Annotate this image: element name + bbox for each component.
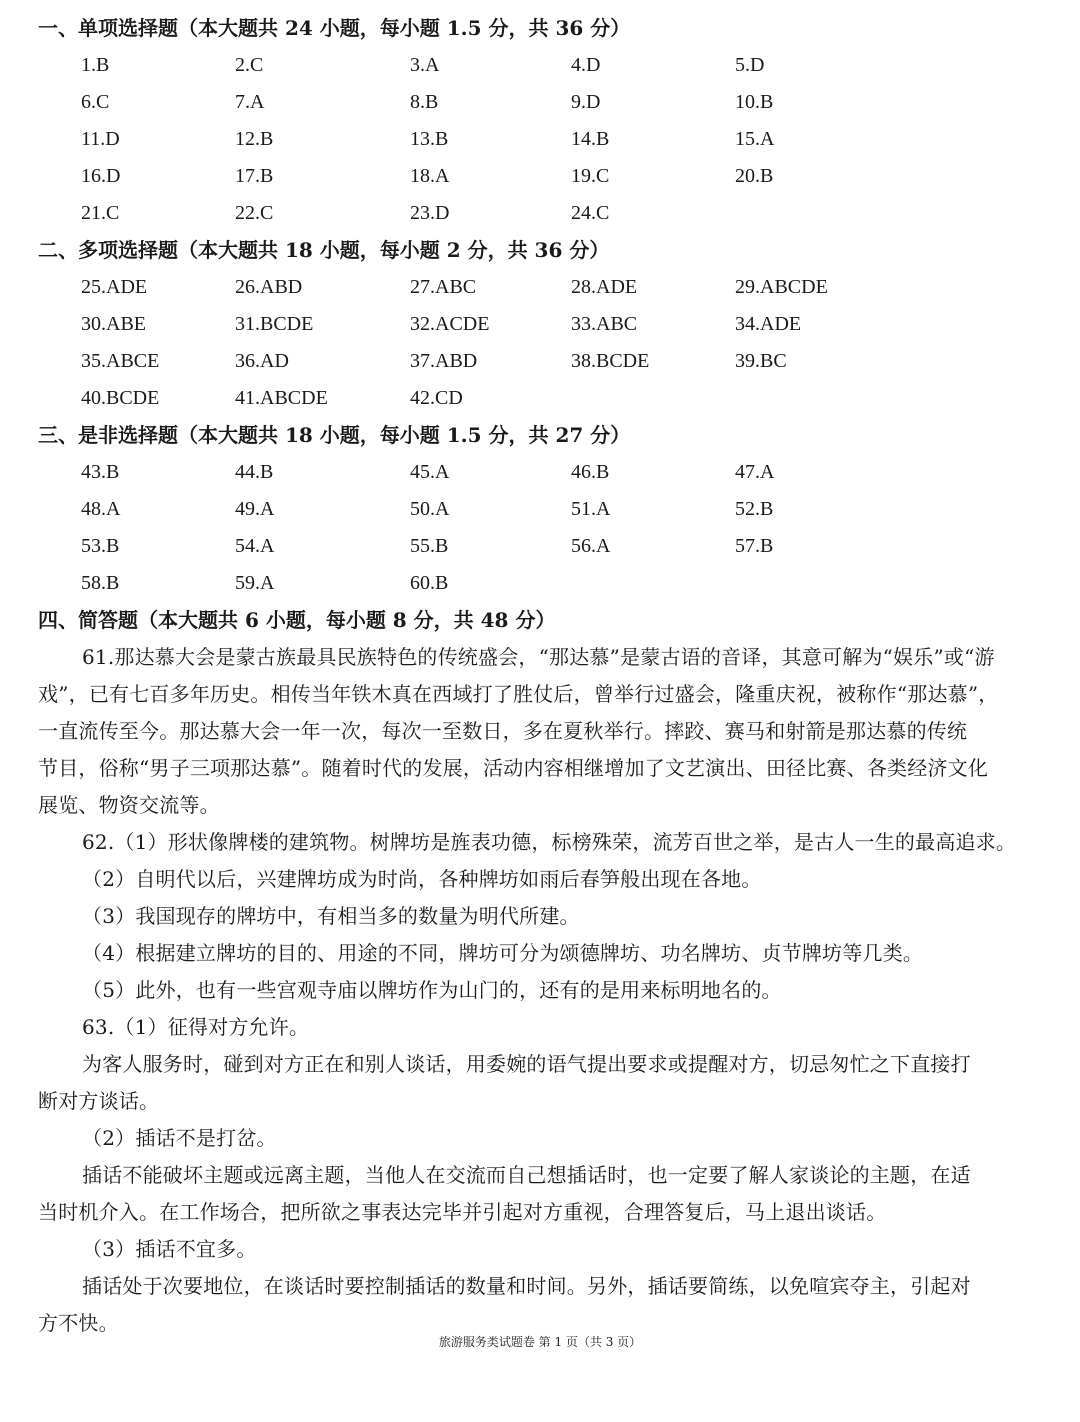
page-footer: 旅游服务类试题卷 第 1 页（共 3 页） [438,1335,642,1349]
q63-line: 为客人服务时，碰到对方正在和别人谈话，用委婉的语气提出要求或提醒对方，切忌匆忙之下直接打 [82,1052,971,1076]
answer-item: 13.B [410,128,449,150]
answer-item: 40.BCDE [81,387,160,409]
answer-item: 1.B [81,54,110,76]
answer-item: 39.BC [735,350,787,372]
answer-item: 23.D [410,202,450,224]
answer-item: 28.ADE [571,276,638,298]
answer-item: 26.ABD [235,276,303,298]
answer-row [0,454,1080,490]
q63-line: 方不快。 [38,1311,119,1335]
answer-row [0,84,1080,120]
answer-item: 16.D [81,165,121,187]
answer-row [0,47,1080,83]
answer-item: 2.C [235,54,264,76]
answer-item: 19.C [571,165,610,187]
answer-row [0,565,1080,601]
answer-item: 6.C [81,91,110,113]
answer-item: 44.B [235,461,274,483]
answer-item: 41.ABCDE [235,387,328,409]
answer-item: 59.A [235,572,275,594]
answer-item: 33.ABC [571,313,638,335]
q63-line: （3）插话不宜多。 [82,1237,257,1261]
q62-line: （5）此外，也有一些宫观寺庙以牌坊作为山门的，还有的是用来标明地名的。 [82,978,782,1002]
answer-item: 7.A [235,91,265,113]
answer-row [0,121,1080,157]
answer-item: 24.C [571,202,610,224]
q61-line: 61.那达慕大会是蒙古族最具民族特色的传统盛会，“那达慕”是蒙古语的音译，其意可解为“娱乐”或“游 [82,645,995,669]
q61-line: 一直流传至今。那达慕大会一年一次，每次一至数日，多在夏秋举行。摔跤、赛马和射箭是那达慕的传统 [38,719,968,743]
answer-item: 12.B [235,128,274,150]
answer-item: 48.A [81,498,121,520]
answer-item: 5.D [735,54,765,76]
answer-item: 17.B [235,165,274,187]
answer-item: 30.ABE [81,313,146,335]
q63-line: 断对方谈话。 [38,1089,160,1113]
answer-item: 37.ABD [410,350,478,372]
section3-heading: 三、是非选择题（本大题共 18 小题，每小题 1.5 分，共 27 分） [38,423,631,447]
answer-item: 47.A [735,461,775,483]
answer-row [0,343,1080,379]
answer-item: 9.D [571,91,601,113]
answer-item: 52.B [735,498,774,520]
q63-line: 插话处于次要地位，在谈话时要控制插话的数量和时间。另外，插话要简练，以免喧宾夺主，引起对 [82,1274,971,1298]
q61-line: 戏”，已有七百多年历史。相传当年铁木真在西域打了胜仗后，曾举行过盛会，隆重庆祝，被称作“那达慕”， [38,682,999,706]
answer-row [0,528,1080,564]
answer-item: 4.D [571,54,601,76]
q62-line: （4）根据建立牌坊的目的、用途的不同，牌坊可分为颂德牌坊、功名牌坊、贞节牌坊等几类。 [82,941,924,965]
q63-line: （2）插话不是打岔。 [82,1126,277,1150]
answer-item: 43.B [81,461,120,483]
q63-line: 63.（1）征得对方允许。 [82,1015,310,1039]
answer-item: 14.B [571,128,610,150]
q62-line: （3）我国现存的牌坊中，有相当多的数量为明代所建。 [82,904,580,928]
section1-heading: 一、单项选择题（本大题共 24 小题，每小题 1.5 分，共 36 分） [38,16,631,40]
answer-item: 55.B [410,535,449,557]
answer-item: 32.ACDE [410,313,490,335]
answer-item: 46.B [571,461,610,483]
q61-line: 节目，俗称“男子三项那达慕”。随着时代的发展，活动内容相继增加了文艺演出、田径比赛、各类经济文化 [38,756,989,780]
q62-line: （2）自明代以后，兴建牌坊成为时尚，各种牌坊如雨后春笋般出现在各地。 [82,867,762,891]
q62-line: 62.（1）形状像牌楼的建筑物。树牌坊是旌表功德，标榜殊荣，流芳百世之举，是古人一生的最高追求。 [82,830,1017,854]
answer-row [0,306,1080,342]
answer-item: 42.CD [410,387,463,409]
answer-item: 56.A [571,535,611,557]
answer-item: 45.A [410,461,450,483]
answer-item: 50.A [410,498,450,520]
answer-item: 15.A [735,128,775,150]
answer-item: 54.A [235,535,275,557]
answer-row [0,195,1080,231]
section4-heading: 四、简答题（本大题共 6 小题，每小题 8 分，共 48 分） [38,608,556,632]
answer-item: 51.A [571,498,611,520]
answer-item: 31.BCDE [235,313,314,335]
answer-item: 53.B [81,535,120,557]
answer-item: 10.B [735,91,774,113]
answer-item: 60.B [410,572,449,594]
q63-line: 当时机介入。在工作场合，把所欲之事表达完毕并引起对方重视，合理答复后，马上退出谈话。 [38,1200,887,1224]
q61-line: 展览、物资交流等。 [38,793,220,817]
answer-item: 57.B [735,535,774,557]
answer-item: 58.B [81,572,120,594]
section2-heading: 二、多项选择题（本大题共 18 小题，每小题 2 分，共 36 分） [38,238,610,262]
answer-item: 20.B [735,165,774,187]
answer-item: 8.B [410,91,439,113]
q63-line: 插话不能破坏主题或远离主题，当他人在交流而自己想插话时，也一定要了解人家谈论的主题，在适 [82,1163,971,1187]
answer-item: 36.AD [235,350,289,372]
answer-item: 18.A [410,165,450,187]
answer-row [0,269,1080,305]
answer-item: 34.ADE [735,313,802,335]
answer-item: 25.ADE [81,276,148,298]
answer-item: 35.ABCE [81,350,160,372]
answer-row [0,158,1080,194]
answer-item: 49.A [235,498,275,520]
answer-item: 29.ABCDE [735,276,828,298]
answer-item: 3.A [410,54,440,76]
answer-row [0,491,1080,527]
answer-item: 21.C [81,202,120,224]
answer-item: 27.ABC [410,276,477,298]
answer-row [0,380,1080,416]
answer-item: 22.C [235,202,274,224]
answer-item: 11.D [81,128,120,150]
answer-item: 38.BCDE [571,350,650,372]
